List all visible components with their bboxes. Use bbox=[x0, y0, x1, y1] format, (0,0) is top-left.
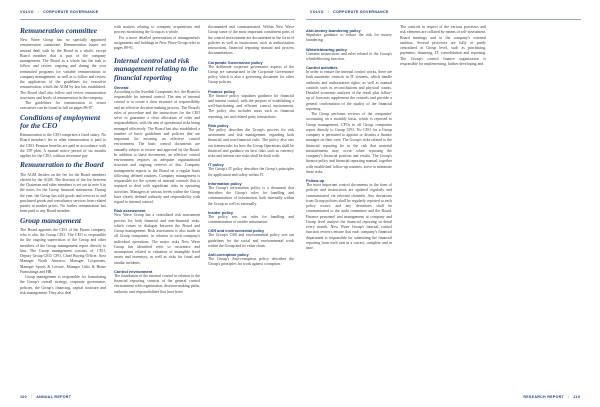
footer-separator: / bbox=[30, 395, 33, 399]
subheading-risk-assessment: Risk assessment bbox=[114, 208, 146, 214]
text-column-4 bbox=[306, 25, 392, 395]
text-column-3 bbox=[208, 25, 294, 395]
text-column-2 bbox=[114, 25, 200, 395]
header-rule-right bbox=[306, 19, 581, 20]
paragraph: with matters relating to company acquisitions and process monitoring the Group as a whole. bbox=[114, 25, 200, 35]
subheading-risk-policy: Risk policy bbox=[208, 122, 229, 128]
paragraph: The controls in respect of the various processes and risk elements are collated by means of self-assessment. Board meetings and to the company's external auditors. Several processes are fully or partly centralized at Group level, such as purchasing, payments, financing, IT, consolidation and reporting. The Group's control finance organization is responsible for implementing, further developing and bbox=[400, 25, 486, 66]
paragraph: The Board appoints the CEO of the Parent company, who is also the Group CEO. The CEO is responsible for the ongoing supervision of the Group and other members of the Group management report directly to him. The Group management consists of: CEO, Deputy Group CEO, CFO, Chief Buying Officer, Area Manager North America, Manager Corporates, Manager Sports & Leisure, Manager Gifts & Home Furnishings and HR. bbox=[20, 227, 106, 274]
subheading-follow-up: Follow-up bbox=[306, 178, 325, 183]
paragraph: Stipulates guidance to reduce the risk for money laundering. bbox=[306, 33, 392, 43]
running-head-right bbox=[310, 8, 389, 16]
paragraph: The AGM decides on the fee for the Board members elected by the AGM. The division of the fee between the Chairman and other members is set out in note 6 in the notes for the Group financial statements. During the year, the Group has sold goods and services to and purchased goods and consultancy services from related parties at market prices. No further remuneration has been paid to any Board member. bbox=[20, 172, 106, 214]
header-separator: / bbox=[37, 10, 40, 14]
section-label: CORPORATE GOVERNANCE bbox=[333, 10, 389, 14]
running-head-left bbox=[20, 8, 99, 16]
paragraph: The Group's IT policy describes the Group's principles for application and safety within IT. bbox=[208, 167, 294, 177]
subheading-insider-policy: Insider policy bbox=[208, 209, 234, 215]
page-number: 100 bbox=[20, 395, 27, 399]
paragraph: New Wave Group has no specially appointed remuneration committee. Remuneration issues are instead dealt with by the Board as a whole, except Board member that is part of the company management. The Board as a whole has the task to follow and review ongoing and during the year terminated programs for variable remunerations to company management, as well as to follow and review the application of the guidelines for executive remuneration, which the AGM by law has established. The Board shall also follow and review remuneration structures and levels of remuneration in the company. bbox=[20, 38, 106, 100]
paragraph: The finance policy stipulates guidance for financial and interest control, with the purpose of establishing a well-functioning and efficient control environment. The policy also includes areas such as financial reporting, tax and related party transactions. bbox=[208, 93, 294, 119]
paragraph: The Group's Anti-corruption policy describes the Group's principles for work against corruption. bbox=[208, 257, 294, 267]
footer-title: RESEARCH REPORT bbox=[523, 395, 564, 399]
paragraph: The policy describes the Group's process for risk assessment and risk management, regarding both financial and non-financial risks. The policy also sets out frameworks for how the Group Operations shall be financed and guidance on how risks such as currency risks and interest rate risks shall be dealt with. bbox=[208, 127, 294, 158]
page-number: 119 bbox=[573, 395, 580, 399]
paragraph: The Group's CSR and environmental policy sets out guidelines for the social and environmental work within the Group and its value chain. bbox=[208, 233, 294, 248]
paragraph: Remuneration to the CEO comprises a fixed salary. No Board member's fee or other remuneration is paid to the CEO. Pension benefits are paid in accordance with the ITP plan. A mutual notice period of six months applies for the CEO, without severance pay. bbox=[20, 133, 106, 159]
paragraph: New Wave Group has a centralized risk assessment process for both financial and non-financial risks, which comes in dialogue between the Board and Group management. Risk assessment is also made in all Group companies, in relation to each company's individual operations. The major risks New Wave Group has identified refer to customers and assumptions related to valuation of intangible fixed assets and inventory, as well as risks for fraud and similar incidents. bbox=[114, 213, 200, 265]
brand-label: VOLVO bbox=[310, 10, 324, 14]
subheading-cg-policy: Corporate Governance policy bbox=[208, 59, 263, 65]
subheading-general: General bbox=[114, 84, 129, 90]
footer-left bbox=[20, 393, 71, 401]
heading-group-management: Group management bbox=[20, 215, 81, 225]
heading-internal-control: Internal control and risk management relating to the financial reporting bbox=[114, 56, 198, 82]
paragraph: documented and communicated. Within New Wave Group some of the most important constituent parts of the control environment are documented in the form of policies as well as instructions, such as authorization instructions, financial reporting manual and process documentations. bbox=[208, 25, 294, 56]
subheading-anti-corruption-policy: Anti-corruption policy bbox=[208, 252, 249, 257]
paragraph: The foundation of the internal control in relation to the financial reporting consists of the general control environment with organization, decision-making paths, authority and responsibilities that have been bbox=[114, 273, 200, 294]
subheading-whistleblowing-policy: Whistleblowing policy bbox=[306, 46, 347, 52]
heading-conditions-ceo: Conditions of employment for the CEO bbox=[20, 112, 101, 130]
header-rule-left bbox=[20, 19, 295, 20]
header-separator: / bbox=[327, 10, 330, 14]
paragraph: The Group performs reviews of the companies' accounting on a monthly basis, which is reported to Group management. CFOs in all Group companies report directly to Group CFO. No CEO for a Group company is permitted to appoint or dismiss a finance manager on their own. The Group's risks related to the financial reporting lie in the risk that material misstatements may occur when reporting the company's financial position and results. The Group's finance policy and financial reporting manual, together with established follow-up routines, serve to minimize these risks. bbox=[306, 112, 392, 174]
heading-remuneration-board: Remuneration to the Board bbox=[20, 160, 104, 170]
subheading-aml-policy: Anti-money laundering policy bbox=[306, 28, 361, 33]
paragraph: Contains instructions and rules related to the Group's whistleblowing function. bbox=[306, 51, 392, 61]
subheading-csr-policy: CSR and environmental policy bbox=[208, 228, 265, 234]
brand-label: VOLVO bbox=[20, 10, 34, 14]
text-column-1 bbox=[20, 25, 106, 395]
paragraph: The most important control documents in the form of policies and instructions are updated regularly and communicated via relevant channels. Any deviations from Group policies shall be regularly reported to each policy owner, and any deviations shall be communicated to the audit committee and the Board. Finance personnel and management at company and Group level analyse the financial reporting in detail every month. New Wave Group's internal control function reviews ensure that each company's financial department is responsible for submitting the financial reporting from each unit in a correct, complete and in time. bbox=[306, 183, 392, 250]
paragraph: The guidelines for remuneration to senior executives can be found in full on pages 86-87. bbox=[20, 101, 106, 111]
section-label: CORPORATE GOVERNANCE bbox=[43, 10, 99, 14]
footer-right bbox=[523, 393, 580, 401]
footer-separator: / bbox=[567, 395, 570, 399]
paragraph: According to the Swedish Companies Act, the Board is responsible for internal control. The aim of internal control is to create a clear structure of responsibility and an effective decision-making process. The Board's rules of procedure and the instructions for the CEO serve to guarantee a clear allocation of roles and responsibilities, with the aim of operational risks being managed effectively. The Board has also established a number of basic guidelines and policies that are important for ensuring an effective control environment. The basic control documents are annually subject to review and approval by the Board. In addition to these documents, an effective control environment requires an adequate organizational structure and ongoing reviews of this. Company management reports to the Board on a regular basis following defined routines. Company management is responsible for the system of internal controls that is required to deal with significant risks in operating activities. Managers at various levels within the Group have clearly defined authority and responsibility with regard to internal control. bbox=[114, 89, 200, 205]
paragraph: The Group's information policy is a document that describes the Group's rules for handling and communication of information, both internally within the Group as well as externally. bbox=[208, 185, 294, 206]
text-column-5 bbox=[400, 25, 486, 395]
heading-remuneration-committee: Remuneration committee bbox=[20, 26, 97, 35]
subheading-it-policy: IT policy bbox=[208, 162, 224, 168]
paragraph: Group management is responsible for formulating the Group's overall strategy, corporate governance, policies, the Group's financing, capital structure and risk management. They also deal bbox=[20, 275, 106, 295]
paragraph: The deliberate corporate governance aspects of the Group are summarized in the Corporate Governance policy which is also a governing document for other Group policies. bbox=[208, 64, 294, 85]
subheading-control-activities: Control activities bbox=[306, 65, 338, 70]
paragraph: In order to ensure the internal control works, there are both automatic controls in IT systems, which handle authority and authorization rights, as well as manual controls such as reconciliations and physical counts. Detailed economic analyses of the result plus follow-up of forecasts supplement the controls and provide a general confirmation of the quality of the financial reporting. bbox=[306, 70, 392, 111]
subheading-information-policy: Information policy bbox=[208, 180, 242, 186]
footer-title: ANNUAL REPORT bbox=[36, 395, 72, 399]
subheading-control-environment: Control environment bbox=[114, 268, 153, 274]
paragraph: For a more detailed presentation of management's assignments and holdings in New Wave Group refer to pages 89-91. bbox=[114, 35, 200, 50]
paragraph: The policy sets out rules for handling and communication of insider information. bbox=[208, 214, 294, 224]
subheading-finance-policy: Finance policy bbox=[208, 88, 236, 94]
